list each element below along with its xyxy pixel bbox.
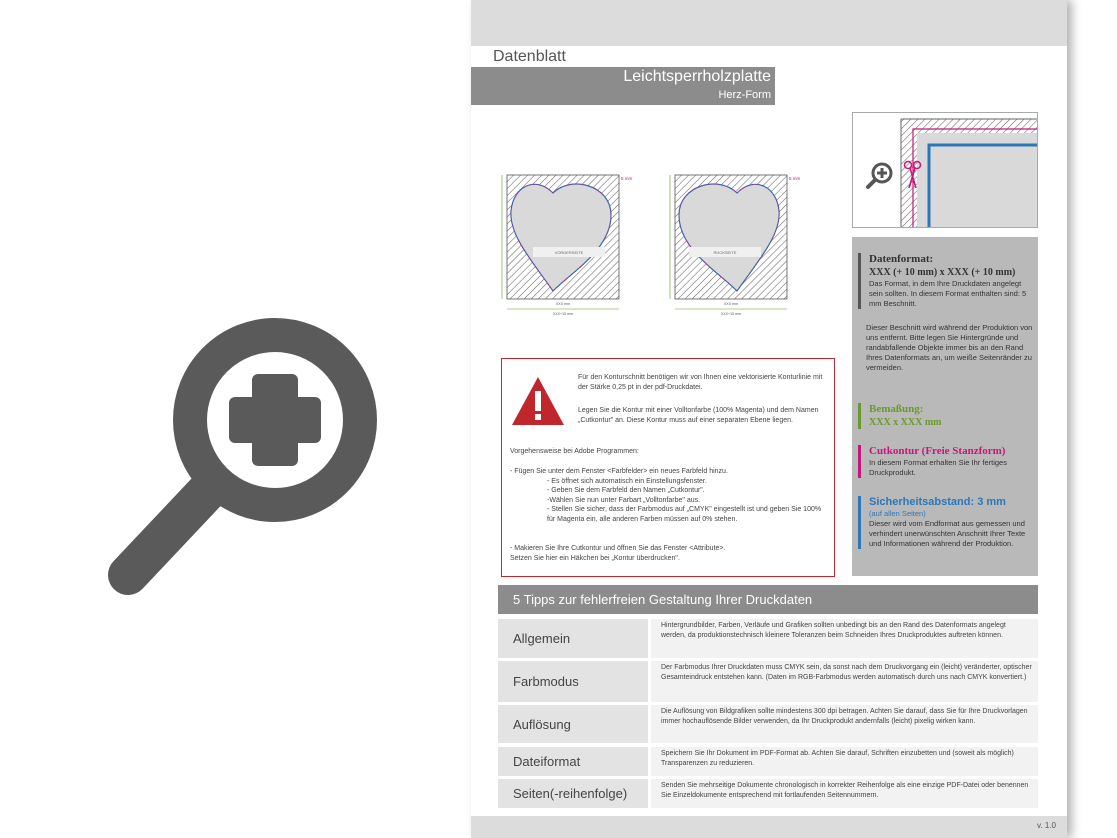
tip-label: Farbmodus <box>498 661 648 702</box>
contour-warning-box <box>501 358 835 577</box>
sicherheit-text: Dieser wird vom Endformat aus gemessen und verhindert unerwünschten Anschnitt Ihrer Texte und Informationen während der Produktion. <box>869 519 1026 548</box>
back-drawing <box>670 175 801 316</box>
tip-row <box>498 705 1038 743</box>
top-band <box>471 0 1067 46</box>
datenformat-block <box>858 253 1034 309</box>
front-drawing <box>502 175 633 316</box>
doc-type-label: Datenblatt <box>471 46 591 67</box>
format-info-sidebar <box>852 237 1038 576</box>
warning-text-4 <box>510 544 828 563</box>
cutkontur-text: In diesem Format erhalten Sie Ihr fertiges Druckprodukt. <box>869 458 1007 477</box>
warning-step: -Wählen Sie nun unter Farbart „Volltonfarbe" aus. <box>547 496 701 504</box>
front-label: VORDERSEITE <box>554 250 584 255</box>
tip-text: Senden Sie mehrseitige Dokumente chronologisch in korrekter Reihenfolge als eine einzige PDF-Datei oder benennen Sie Einzeldokumente entsprechend mit fortlaufenden Seitennummern. <box>651 779 1038 808</box>
bemassung-block <box>858 403 1034 429</box>
warning-step: - Fügen Sie unter dem Fenster <Farbfelder> ein neues Farbfeld hinzu. <box>510 468 728 475</box>
tip-text: Hintergrundbilder, Farben, Verläufe und Grafiken sollten unbedingt bis an den Rand des Datenformats angelegt werden, da produktionstechnisch kleinere Toleranzen beim Schneiden Ihres Druckproduktes auftreten können. <box>651 619 1038 658</box>
cutkontur-block <box>858 445 1034 478</box>
page-title: Leichtsperrholzplatte <box>623 68 771 85</box>
cut-preview-graphic <box>853 113 1038 228</box>
bleed-label-front: 5 mm <box>621 176 633 181</box>
warning-text-4a: - Makieren Sie Ihre Cutkontur und öffnen Sie das Fenster <Attribute>. <box>510 545 726 552</box>
warning-step: - Es öffnet sich automatisch ein Einstellungsfenster. <box>547 477 707 485</box>
tip-text: Speichern Sie Ihr Dokument im PDF-Format ab. Achten Sie darauf, Schriften einzubetten und (soweit als möglich) Transparenzen zu reduzieren. <box>651 747 1038 776</box>
bemassung-value: XXX x XXX mm <box>869 417 942 428</box>
warning-step: - Geben Sie dem Farbfeld den Namen „Cutkontur". <box>547 487 705 494</box>
warning-steps <box>510 467 828 524</box>
dim-outer-front: XXX+10 mm <box>552 312 574 316</box>
warning-step: - Stellen Sie sicher, dass der Farbmodus auf „CMYK" eingestellt ist und geben Sie 100% für Magenta ein, alle anderen Farben müssen auf 0% stehen. <box>547 506 822 523</box>
bleed-label-back: 5 mm <box>789 176 801 181</box>
tips-heading: 5 Tipps zur fehlerfreien Gestaltung Ihrer Druckdaten <box>498 585 1038 614</box>
tip-row <box>498 619 1038 658</box>
dim-inner-back: XXX mm <box>723 302 739 306</box>
tip-label: Seiten(-reihenfolge) <box>498 779 648 808</box>
beschnitt-text: Dieser Beschnitt wird während der Produktion von uns entfernt. Bitte legen Sie Hintergründe und randabfallende Objekte immer bis an den Rand Ihres Datenformats an, um weiße Seitenränder zu vermeiden. <box>866 323 1033 372</box>
tip-row <box>498 779 1038 808</box>
tip-text: Die Auflösung von Bildgrafiken sollte mindestens 300 dpi betragen. Achten Sie darauf, dass Sie für Ihre Druckvorlagen immer hochauflösende Bilder verwenden, da Ihr Druckprodukt andernfalls (leicht) pixelig wirken kann. <box>651 705 1038 743</box>
dim-inner-front: XXX mm <box>555 302 571 306</box>
warning-text-3: Vorgehensweise bei Adobe Programmen: <box>510 448 639 455</box>
heart-technical-drawings <box>497 163 817 323</box>
sicherheit-sub: (auf allen Seiten) <box>869 509 926 518</box>
datasheet-page <box>471 0 1067 838</box>
beschnitt-block <box>858 323 1034 373</box>
tip-text: Der Farbmodus Ihrer Druckdaten muss CMYK sein, da sonst nach dem Druckvorgang ein (leicht) veränderter, optischer Gesamteindruck entstehen kann. (Daten im RGB-Farbmodus werden automatisch durch uns nach CMYK konvertiert.) <box>651 661 1038 702</box>
warning-text-1: Für den Konturschnitt benötigen wir von Ihnen eine vektorisierte Konturlinie mit der Stärke 0,25 pt in der pdf-Druckdatei. <box>578 374 823 391</box>
tip-label: Allgemein <box>498 619 648 658</box>
tip-row <box>498 661 1038 702</box>
page-subtitle: Herz-Form <box>718 89 771 101</box>
sicherheit-heading: Sicherheitsabstand: 3 mm <box>869 496 1006 508</box>
bemassung-heading: Bemaßung: <box>869 403 924 415</box>
sicherheit-block <box>858 496 1034 549</box>
datenformat-heading: Datenformat: <box>869 253 934 265</box>
cut-preview-box <box>852 112 1038 228</box>
datenformat-text: Das Format, in dem Ihre Druckdaten angelegt sein sollten. In diesem Format enthalten sind: 5 mm Beschnitt. <box>869 279 1027 308</box>
back-label: RÜCKSEITE <box>713 250 737 255</box>
tip-label: Dateiformat <box>498 747 648 776</box>
zoom-in-icon[interactable] <box>100 290 400 610</box>
datenformat-value: XXX (+ 10 mm) x XXX (+ 10 mm) <box>869 267 1016 278</box>
warning-text-2: Legen Sie die Kontur mit einer Volltonfarbe (100% Magenta) und dem Namen „Cutkontur" an. Diese Kontur muss auf einer separaten Ebene liegen. <box>578 407 819 424</box>
tip-row <box>498 747 1038 776</box>
tip-label: Auflösung <box>498 705 648 743</box>
dim-outer-back: XXX+10 mm <box>720 312 742 316</box>
zoom-in-icon <box>868 164 891 187</box>
version-label: v. 1.0 <box>1037 821 1056 830</box>
cutkontur-heading: Cutkontur (Freie Stanzform) <box>869 445 1006 457</box>
warning-text-4b: Setzen Sie hier ein Häkchen bei „Kontur überdrucken". <box>510 554 680 562</box>
footer-band <box>471 816 1067 838</box>
title-bar <box>471 67 775 105</box>
warning-triangle-icon <box>510 375 566 427</box>
